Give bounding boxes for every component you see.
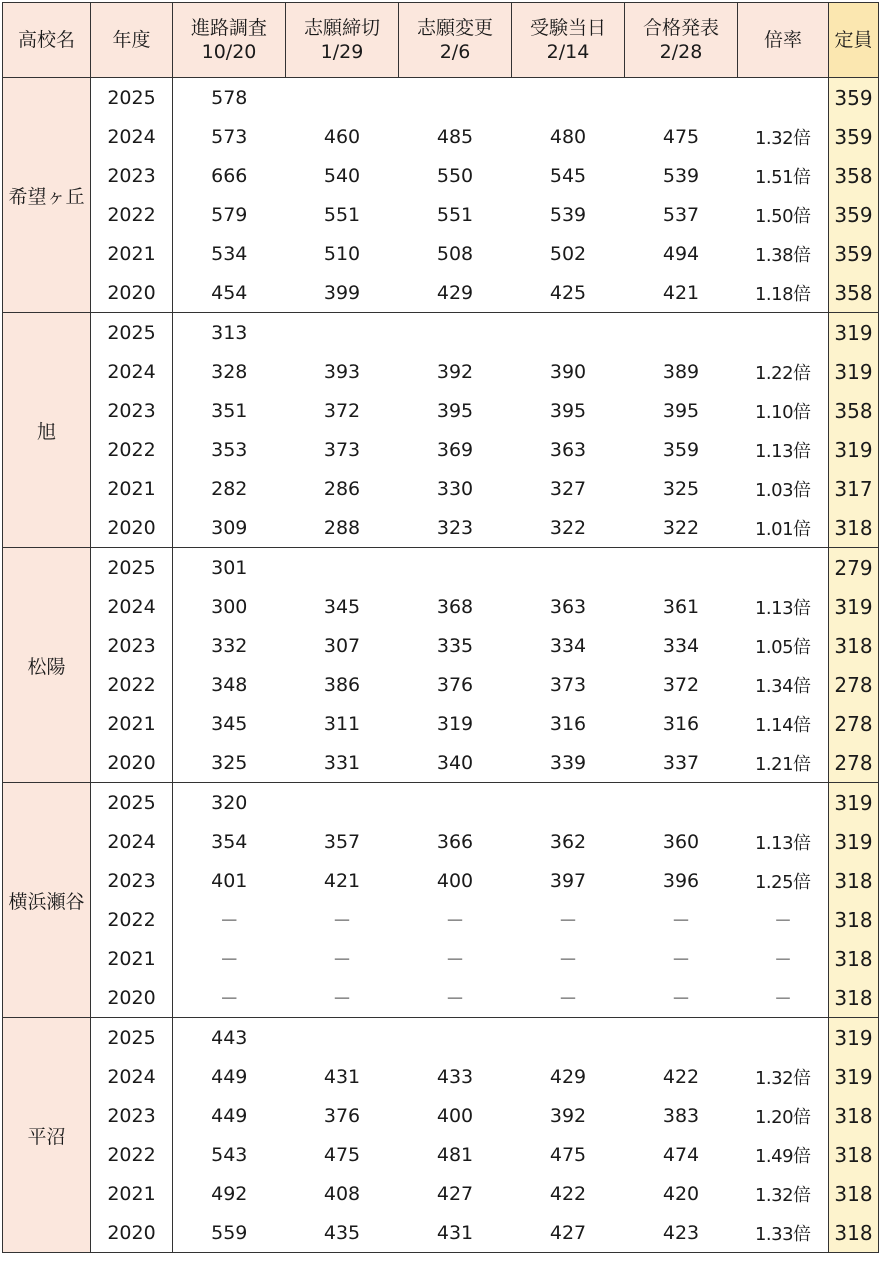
survey-cell: 325 (173, 743, 286, 783)
header-school: 高校名 (3, 3, 91, 78)
capacity-cell: 358 (829, 391, 879, 430)
year-cell: 2022 (91, 430, 173, 469)
survey-cell: 345 (173, 704, 286, 743)
deadline-cell: 408 (323, 1182, 361, 1205)
capacity-cell: 358 (829, 156, 879, 195)
table-row (3, 469, 879, 508)
header-capacity: 定員 (829, 3, 879, 78)
survey-cell: 401 (173, 861, 286, 900)
header-change-date: 2/6 (439, 41, 471, 63)
table-row (3, 273, 879, 313)
year-cell: 2024 (91, 822, 173, 861)
year-cell: 2022 (91, 900, 173, 939)
exam-cell (512, 313, 625, 353)
change-cell: 485 (436, 125, 474, 148)
result-cell: 337 (625, 743, 738, 783)
header-result-date: 2/28 (659, 41, 703, 63)
header-survey-date: 10/20 (201, 41, 257, 63)
year-cell: 2024 (91, 117, 173, 156)
table-row (3, 743, 879, 783)
deadline-cell: 460 (323, 125, 361, 148)
result-cell: 423 (625, 1213, 738, 1253)
capacity-cell: 319 (829, 1057, 879, 1096)
year-cell: 2020 (91, 508, 173, 548)
table-row (3, 1213, 879, 1253)
ratio-cell: 1.32倍 (754, 1067, 811, 1089)
year-cell: 2023 (91, 861, 173, 900)
deadline-cell: 431 (323, 1065, 361, 1088)
change-cell: 368 (436, 595, 474, 618)
change-cell: 433 (436, 1065, 474, 1088)
ratio-cell: 1.21倍 (738, 743, 829, 783)
change-cell (399, 783, 512, 823)
capacity-cell: 318 (829, 900, 879, 939)
year-cell: 2020 (91, 1213, 173, 1253)
ratio-cell (738, 783, 829, 823)
deadline-cell (286, 783, 399, 823)
ratio-cell: － (774, 910, 792, 932)
capacity-cell: 359 (829, 234, 879, 273)
deadline-cell: 399 (286, 273, 399, 313)
capacity-cell: 318 (829, 939, 879, 978)
year-cell: 2024 (91, 1057, 173, 1096)
exam-cell: 390 (549, 360, 587, 383)
result-cell: 421 (625, 273, 738, 313)
ratio-cell: － (738, 978, 829, 1018)
capacity-cell: 318 (829, 508, 879, 548)
deadline-cell: 376 (323, 1104, 361, 1127)
table-body (3, 78, 879, 1253)
change-cell: － (399, 978, 512, 1018)
survey-cell: 578 (173, 78, 286, 118)
result-cell: 396 (662, 869, 700, 892)
exam-cell: 422 (549, 1182, 587, 1205)
result-cell: － (625, 978, 738, 1018)
deadline-cell: － (286, 978, 399, 1018)
admissions-table (2, 2, 879, 1253)
result-cell: 420 (662, 1182, 700, 1205)
exam-cell: 539 (549, 203, 587, 226)
survey-cell: 282 (173, 469, 286, 508)
year-cell: 2021 (91, 234, 173, 273)
exam-cell: 480 (549, 125, 587, 148)
change-cell: 392 (436, 360, 474, 383)
ratio-cell: 1.18倍 (738, 273, 829, 313)
ratio-cell: 1.38倍 (754, 244, 811, 266)
table-row (3, 548, 879, 588)
deadline-cell: 435 (286, 1213, 399, 1253)
change-cell (399, 78, 512, 118)
capacity-cell: 318 (829, 1174, 879, 1213)
change-cell: 340 (399, 743, 512, 783)
capacity-cell: 319 (829, 1018, 879, 1058)
result-cell: 316 (662, 712, 700, 735)
result-cell: 322 (625, 508, 738, 548)
capacity-cell: 358 (829, 273, 879, 313)
capacity-cell: 318 (829, 1213, 879, 1253)
capacity-cell: 317 (829, 469, 879, 508)
survey-cell: 534 (173, 234, 286, 273)
header-row (3, 3, 879, 78)
header-change-label: 志願変更 (416, 17, 493, 39)
capacity-cell: 279 (829, 548, 879, 588)
exam-cell: 316 (549, 712, 587, 735)
capacity-cell: 318 (829, 978, 879, 1018)
ratio-cell: 1.13倍 (754, 597, 811, 619)
deadline-cell: 345 (323, 595, 361, 618)
change-cell: 335 (436, 634, 474, 657)
school-name-cell: 松陽 (3, 548, 91, 783)
table-row (3, 1018, 879, 1058)
change-cell: 431 (399, 1213, 512, 1253)
capacity-cell: 359 (829, 117, 879, 156)
year-cell: 2025 (91, 783, 173, 823)
survey-cell: 313 (173, 313, 286, 353)
deadline-cell: 393 (323, 360, 361, 383)
survey-cell: 543 (173, 1135, 286, 1174)
header-ratio: 倍率 (738, 3, 829, 78)
capacity-cell: 319 (829, 822, 879, 861)
table-row (3, 939, 879, 978)
deadline-cell (286, 78, 399, 118)
ratio-cell: 1.51倍 (754, 166, 811, 188)
capacity-cell: 319 (829, 783, 879, 823)
year-cell: 2025 (91, 548, 173, 588)
table-row (3, 195, 879, 234)
exam-cell (512, 78, 625, 118)
deadline-cell (286, 1018, 399, 1058)
deadline-cell: 357 (323, 830, 361, 853)
deadline-cell: 307 (323, 634, 361, 657)
deadline-cell: 372 (323, 399, 361, 422)
deadline-cell: 551 (323, 203, 361, 226)
table-row (3, 352, 879, 391)
table-row (3, 1174, 879, 1213)
survey-cell: 309 (173, 508, 286, 548)
table-row (3, 704, 879, 743)
year-cell: 2025 (91, 1018, 173, 1058)
result-cell: 395 (662, 399, 700, 422)
result-cell: 422 (662, 1065, 700, 1088)
survey-cell: 573 (173, 117, 286, 156)
header-deadline-label: 志願締切 (303, 17, 380, 39)
year-cell: 2023 (91, 156, 173, 195)
change-cell: 481 (436, 1143, 474, 1166)
ratio-cell (738, 313, 829, 353)
ratio-cell (738, 1018, 829, 1058)
school-name-cell: 横浜瀬谷 (3, 783, 91, 1018)
exam-cell: － (558, 949, 578, 971)
year-cell: 2023 (91, 626, 173, 665)
result-cell: － (671, 949, 691, 971)
exam-cell (512, 783, 625, 823)
exam-cell: 322 (512, 508, 625, 548)
exam-cell: 327 (549, 477, 587, 500)
result-cell: 494 (662, 242, 700, 265)
deadline-cell: 288 (286, 508, 399, 548)
year-cell: 2022 (91, 195, 173, 234)
table-row (3, 1057, 879, 1096)
exam-cell: 397 (549, 869, 587, 892)
header-exam-date: 2/14 (546, 41, 590, 63)
year-cell: 2021 (91, 469, 173, 508)
capacity-cell: 318 (829, 1096, 879, 1135)
result-cell (625, 783, 738, 823)
admissions-table-container (2, 2, 879, 1253)
year-cell: 2021 (91, 1174, 173, 1213)
exam-cell: 363 (549, 438, 587, 461)
change-cell: 429 (399, 273, 512, 313)
result-cell: 539 (662, 164, 700, 187)
survey-cell: 449 (173, 1057, 286, 1096)
table-row (3, 978, 879, 1018)
result-cell: 361 (662, 595, 700, 618)
header-result (625, 3, 738, 78)
exam-cell: 362 (549, 830, 587, 853)
ratio-cell: 1.49倍 (754, 1145, 811, 1167)
survey-cell: 454 (173, 273, 286, 313)
ratio-cell: 1.32倍 (754, 127, 811, 149)
exam-cell: 429 (549, 1065, 587, 1088)
change-cell: 369 (436, 438, 474, 461)
change-cell: 508 (436, 242, 474, 265)
result-cell (625, 78, 738, 118)
year-cell: 2024 (91, 352, 173, 391)
survey-cell: － (173, 978, 286, 1018)
survey-cell: － (173, 900, 286, 939)
ratio-cell: 1.22倍 (754, 362, 811, 384)
deadline-cell: － (332, 910, 352, 932)
change-cell: 551 (436, 203, 474, 226)
header-exam-label: 受験当日 (529, 17, 606, 39)
deadline-cell: 286 (323, 477, 361, 500)
capacity-cell: 359 (829, 78, 879, 118)
survey-cell: 443 (173, 1018, 286, 1058)
year-cell: 2023 (91, 1096, 173, 1135)
ratio-cell: 1.01倍 (738, 508, 829, 548)
change-cell: 319 (436, 712, 474, 735)
ratio-cell: 1.50倍 (754, 205, 811, 227)
ratio-cell: 1.14倍 (754, 714, 811, 736)
ratio-cell: 1.33倍 (738, 1213, 829, 1253)
capacity-cell: 318 (829, 1135, 879, 1174)
year-cell: 2022 (91, 665, 173, 704)
survey-cell: 328 (173, 352, 286, 391)
ratio-cell (738, 548, 829, 588)
year-cell: 2020 (91, 273, 173, 313)
header-survey-label: 進路調査 (190, 17, 267, 39)
change-cell: 400 (436, 1104, 474, 1127)
capacity-cell: 278 (829, 704, 879, 743)
result-cell: 359 (662, 438, 700, 461)
ratio-cell: 1.10倍 (754, 401, 811, 423)
deadline-cell (286, 313, 399, 353)
result-cell: 537 (662, 203, 700, 226)
table-row (3, 861, 879, 900)
change-cell: 400 (436, 869, 474, 892)
year-cell: 2021 (91, 939, 173, 978)
ratio-cell: 1.03倍 (754, 479, 811, 501)
ratio-cell: 1.13倍 (754, 832, 811, 854)
capacity-cell: 319 (829, 352, 879, 391)
school-name-cell: 旭 (3, 313, 91, 548)
table-row (3, 391, 879, 430)
year-cell: 2020 (91, 743, 173, 783)
exam-cell: 425 (512, 273, 625, 313)
change-cell (399, 313, 512, 353)
survey-cell: 666 (173, 156, 286, 195)
capacity-cell: 319 (829, 430, 879, 469)
survey-cell: 559 (173, 1213, 286, 1253)
deadline-cell: 475 (323, 1143, 361, 1166)
change-cell: 395 (436, 399, 474, 422)
survey-cell: 579 (173, 195, 286, 234)
exam-cell: 363 (549, 595, 587, 618)
survey-cell: 300 (173, 587, 286, 626)
exam-cell: 427 (512, 1213, 625, 1253)
change-cell: 323 (399, 508, 512, 548)
table-row (3, 508, 879, 548)
change-cell: 427 (436, 1182, 474, 1205)
table-row (3, 156, 879, 195)
survey-cell: 320 (173, 783, 286, 823)
survey-cell: 449 (173, 1096, 286, 1135)
result-cell (625, 548, 738, 588)
survey-cell: 354 (173, 822, 286, 861)
header-survey (173, 3, 286, 78)
table-row (3, 783, 879, 823)
survey-cell: － (173, 939, 286, 978)
exam-cell: － (558, 910, 578, 932)
ratio-cell: － (774, 949, 792, 971)
deadline-cell: 510 (323, 242, 361, 265)
change-cell: 330 (436, 477, 474, 500)
survey-cell: 332 (173, 626, 286, 665)
exam-cell (512, 1018, 625, 1058)
result-cell: 474 (662, 1143, 700, 1166)
table-row (3, 665, 879, 704)
year-cell: 2023 (91, 391, 173, 430)
year-cell: 2022 (91, 1135, 173, 1174)
result-cell: 360 (662, 830, 700, 853)
survey-cell: 348 (173, 665, 286, 704)
deadline-cell: 386 (323, 673, 361, 696)
ratio-cell: 1.13倍 (754, 440, 811, 462)
capacity-cell: 319 (829, 587, 879, 626)
deadline-cell: 311 (323, 712, 361, 735)
table-row (3, 900, 879, 939)
survey-cell: 492 (173, 1174, 286, 1213)
change-cell (399, 1018, 512, 1058)
ratio-cell: 1.20倍 (754, 1106, 811, 1128)
table-row (3, 430, 879, 469)
ratio-cell: 1.25倍 (754, 871, 811, 893)
result-cell (625, 313, 738, 353)
exam-cell: 395 (549, 399, 587, 422)
deadline-cell: 540 (323, 164, 361, 187)
deadline-cell: 421 (323, 869, 361, 892)
exam-cell: － (512, 978, 625, 1018)
capacity-cell: 278 (829, 665, 879, 704)
header-deadline (286, 3, 399, 78)
change-cell: 550 (436, 164, 474, 187)
capacity-cell: 318 (829, 861, 879, 900)
table-row (3, 78, 879, 118)
change-cell: 376 (436, 673, 474, 696)
result-cell: 389 (662, 360, 700, 383)
table-row (3, 626, 879, 665)
table-row (3, 313, 879, 353)
result-cell: 475 (662, 125, 700, 148)
year-cell: 2021 (91, 704, 173, 743)
header-change (399, 3, 512, 78)
change-cell: 366 (436, 830, 474, 853)
header-year: 年度 (91, 3, 173, 78)
year-cell: 2025 (91, 313, 173, 353)
exam-cell: 373 (549, 673, 587, 696)
header-result-label: 合格発表 (642, 17, 719, 39)
year-cell: 2020 (91, 978, 173, 1018)
ratio-cell: 1.05倍 (754, 636, 811, 658)
exam-cell: 339 (512, 743, 625, 783)
change-cell: － (445, 910, 465, 932)
result-cell: 372 (662, 673, 700, 696)
capacity-cell: 318 (829, 626, 879, 665)
school-name-cell: 希望ヶ丘 (3, 78, 91, 313)
table-row (3, 822, 879, 861)
table-row (3, 587, 879, 626)
table-row (3, 234, 879, 273)
capacity-cell: 359 (829, 195, 879, 234)
ratio-cell: 1.34倍 (754, 675, 811, 697)
result-cell: 325 (662, 477, 700, 500)
exam-cell: 475 (549, 1143, 587, 1166)
ratio-cell: 1.32倍 (754, 1184, 811, 1206)
deadline-cell: － (332, 949, 352, 971)
exam-cell: 334 (549, 634, 587, 657)
capacity-cell: 319 (829, 313, 879, 353)
result-cell (625, 1018, 738, 1058)
survey-cell: 301 (173, 548, 286, 588)
exam-cell: 392 (549, 1104, 587, 1127)
survey-cell: 353 (173, 430, 286, 469)
result-cell: 334 (662, 634, 700, 657)
table-row (3, 1096, 879, 1135)
exam-cell (512, 548, 625, 588)
table-row (3, 117, 879, 156)
deadline-cell (286, 548, 399, 588)
result-cell: 383 (662, 1104, 700, 1127)
result-cell: － (671, 910, 691, 932)
year-cell: 2025 (91, 78, 173, 118)
school-name-cell: 平沼 (3, 1018, 91, 1253)
header-deadline-date: 1/29 (320, 41, 364, 63)
capacity-cell: 278 (829, 743, 879, 783)
change-cell: － (445, 949, 465, 971)
exam-cell: 502 (549, 242, 587, 265)
header-exam (512, 3, 625, 78)
year-cell: 2024 (91, 587, 173, 626)
deadline-cell: 331 (286, 743, 399, 783)
survey-cell: 351 (173, 391, 286, 430)
table-row (3, 1135, 879, 1174)
change-cell (399, 548, 512, 588)
ratio-cell (738, 78, 829, 118)
exam-cell: 545 (549, 164, 587, 187)
deadline-cell: 373 (323, 438, 361, 461)
